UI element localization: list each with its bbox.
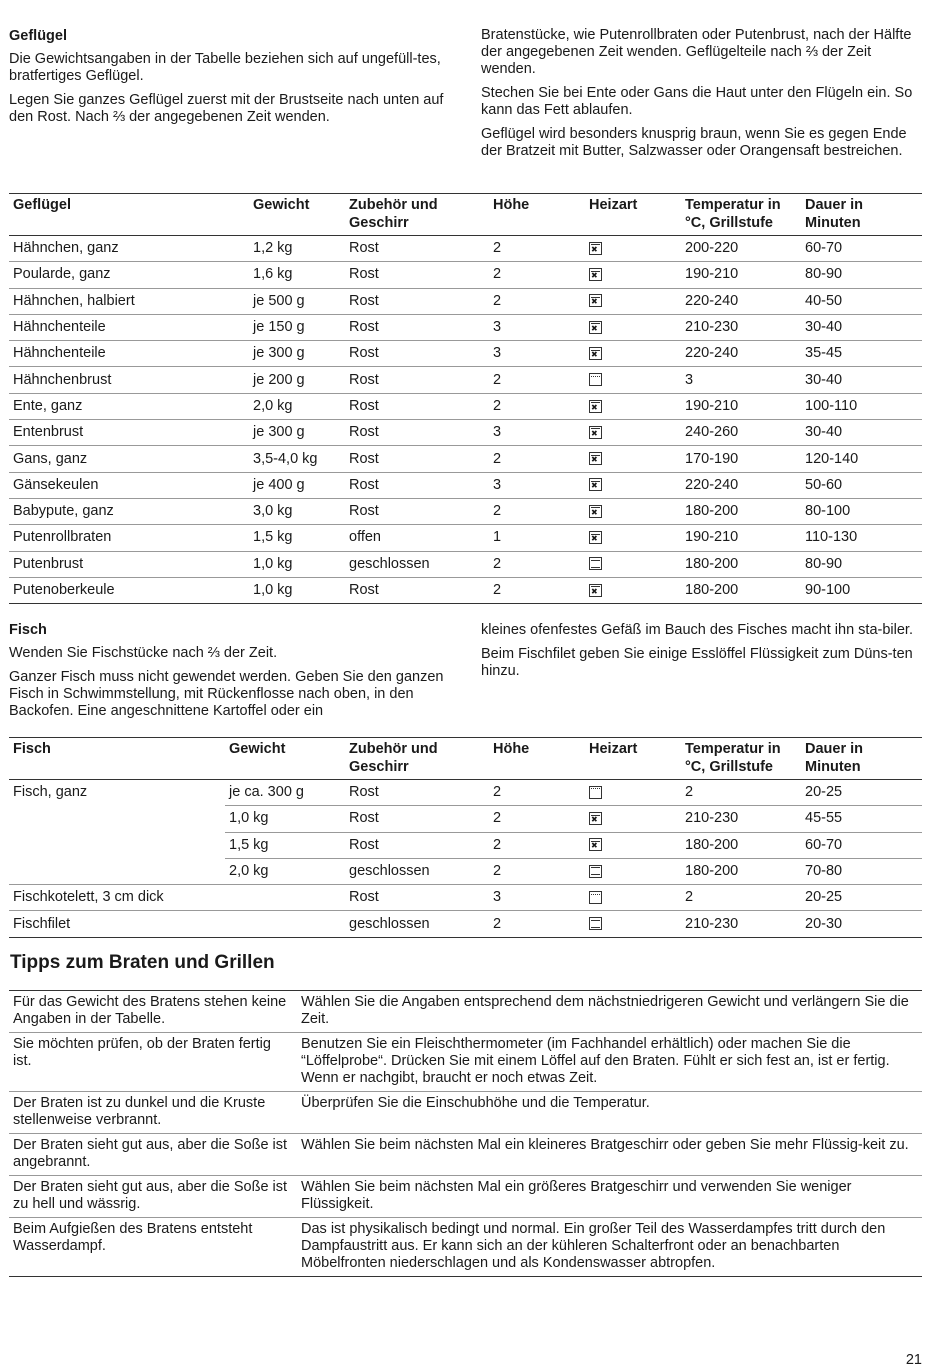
table-row xyxy=(9,314,922,340)
tips-table xyxy=(9,990,922,1277)
col-header-zubehor: Zubehör und Geschirr xyxy=(345,194,489,236)
geflugel-table xyxy=(9,193,922,604)
weight-cell: 1,6 kg xyxy=(249,262,345,288)
table-row xyxy=(9,420,922,446)
heating-mode-cell xyxy=(585,498,681,524)
heating-mode-cell xyxy=(585,806,681,832)
weight-cell: je 200 g xyxy=(249,367,345,393)
accessory-cell: Rost xyxy=(345,780,489,806)
table-row xyxy=(9,472,922,498)
accessory-cell: Rost xyxy=(345,314,489,340)
col-header-hohe: Höhe xyxy=(489,194,585,236)
duration-cell: 70-80 xyxy=(801,858,922,884)
col-header-dauer: Dauer in Minuten xyxy=(801,738,922,780)
heating-mode-cell xyxy=(585,780,681,806)
col-header-geflugel: Geflügel xyxy=(9,194,249,236)
level-cell: 2 xyxy=(489,551,585,577)
fisch-intro-right xyxy=(481,622,926,687)
duration-cell: 110-130 xyxy=(801,525,922,551)
table-row xyxy=(9,806,922,832)
weight-cell: 1,5 kg xyxy=(225,832,345,858)
heating-mode-cell xyxy=(585,288,681,314)
table-row xyxy=(9,236,922,262)
temperature-cell: 240-260 xyxy=(681,420,801,446)
heating-mode-cell xyxy=(585,367,681,393)
accessory-cell: Rost xyxy=(345,288,489,314)
tip-solution: Wählen Sie beim nächsten Mal ein größeres Bratgeschirr und verwenden Sie weniger Flüssigkeit. xyxy=(297,1176,922,1218)
tip-problem: Sie möchten prüfen, ob der Braten fertig ist. xyxy=(9,1033,297,1092)
level-cell: 2 xyxy=(489,858,585,884)
weight-cell: je 500 g xyxy=(249,288,345,314)
weight-cell: 1,0 kg xyxy=(249,577,345,603)
table-row xyxy=(9,577,922,603)
temperature-cell: 180-200 xyxy=(681,858,801,884)
fan-grill-icon xyxy=(589,426,602,439)
food-cell: Fisch, ganz xyxy=(13,784,88,801)
duration-cell: 30-40 xyxy=(801,420,922,446)
level-cell: 2 xyxy=(489,911,585,937)
geflugel-heading: Geflügel xyxy=(9,28,68,44)
food-cell: Gänsekeulen xyxy=(9,472,249,498)
temperature-cell: 190-210 xyxy=(681,262,801,288)
duration-cell: 45-55 xyxy=(801,806,922,832)
col-header-dauer: Dauer in Minuten xyxy=(801,194,922,236)
table-row xyxy=(9,525,922,551)
temperature-cell: 3 xyxy=(681,367,801,393)
page-number: 21 xyxy=(905,1352,922,1368)
duration-cell: 60-70 xyxy=(801,236,922,262)
col-header-gewicht: Gewicht xyxy=(225,738,345,780)
heating-mode-cell xyxy=(585,911,681,937)
weight-cell: je 150 g xyxy=(249,314,345,340)
level-cell: 1 xyxy=(489,525,585,551)
fan-grill-icon xyxy=(589,268,602,281)
grill-icon xyxy=(589,891,602,904)
duration-cell: 50-60 xyxy=(801,472,922,498)
duration-cell: 35-45 xyxy=(801,341,922,367)
col-header-heizart: Heizart xyxy=(585,738,681,780)
weight-cell: je 300 g xyxy=(249,341,345,367)
food-cell: Ente, ganz xyxy=(9,393,249,419)
accessory-cell: Rost xyxy=(345,885,489,911)
tip-solution: Benutzen Sie ein Fleischthermometer (im Fachhandel erhältlich) oder machen Sie die “Löffelprobe“. Drücken Sie mit einem Löffel auf den Braten. Fühlt er sich fest an, ist er fertig. Wenn er nachgibt, braucht er noch etwas Zeit. xyxy=(297,1033,922,1092)
accessory-cell: Rost xyxy=(345,806,489,832)
weight-cell: je 400 g xyxy=(249,472,345,498)
temperature-cell: 210-230 xyxy=(681,911,801,937)
level-cell: 2 xyxy=(489,780,585,806)
food-cell: Fischfilet xyxy=(9,911,225,937)
weight-cell: 2,0 kg xyxy=(225,858,345,884)
col-header-temperatur: Temperatur in °C, Grillstufe xyxy=(681,194,801,236)
fan-grill-icon xyxy=(589,294,602,307)
table-row xyxy=(9,262,922,288)
accessory-cell: geschlossen xyxy=(345,911,489,937)
fisch-text-3: kleines ofenfestes Gefäß im Bauch des Fisches macht ihn sta-biler. xyxy=(481,622,913,638)
duration-cell: 80-100 xyxy=(801,498,922,524)
table-row xyxy=(9,288,922,314)
fan-grill-icon xyxy=(589,321,602,334)
col-header-hohe: Höhe xyxy=(489,738,585,780)
weight-cell xyxy=(225,911,345,937)
grill-icon xyxy=(589,373,602,386)
heating-mode-cell xyxy=(585,472,681,498)
temperature-cell: 210-230 xyxy=(681,806,801,832)
accessory-cell: Rost xyxy=(345,262,489,288)
heating-mode-cell xyxy=(585,314,681,340)
weight-cell xyxy=(225,885,345,911)
accessory-cell: geschlossen xyxy=(345,551,489,577)
fan-grill-icon xyxy=(589,584,602,597)
duration-cell: 30-40 xyxy=(801,367,922,393)
fan-grill-icon xyxy=(589,838,602,851)
level-cell: 3 xyxy=(489,472,585,498)
fisch-text-2: Ganzer Fisch muss nicht gewendet werden. Geben Sie den ganzen Fisch in Schwimmstellung, mit Rückenflosse nach oben, in den Backofen. Eine angeschnittene Kartoffel oder ein xyxy=(9,669,444,719)
accessory-cell: Rost xyxy=(345,472,489,498)
temperature-cell: 220-240 xyxy=(681,288,801,314)
food-cell: Poularde, ganz xyxy=(9,262,249,288)
accessory-cell: Rost xyxy=(345,393,489,419)
accessory-cell: geschlossen xyxy=(345,858,489,884)
grill-icon xyxy=(589,786,602,799)
table-row xyxy=(9,858,922,884)
table-row xyxy=(9,780,922,806)
geflugel-text-5: Geflügel wird besonders knusprig braun, wenn Sie es gegen Ende der Bratzeit mit Butter, Salzwasser oder Orangensaft bestreichen. xyxy=(481,126,907,159)
fisch-heading: Fisch xyxy=(9,622,47,638)
geflugel-text-4: Stechen Sie bei Ente oder Gans die Haut unter den Flügeln ein. So kann das Fett ablaufen. xyxy=(481,85,913,118)
fisch-table xyxy=(9,737,922,938)
temperature-cell: 2 xyxy=(681,885,801,911)
fan-grill-icon xyxy=(589,347,602,360)
col-header-gewicht: Gewicht xyxy=(249,194,345,236)
fan-grill-icon xyxy=(589,812,602,825)
table-row xyxy=(9,911,922,937)
temperature-cell: 2 xyxy=(681,780,801,806)
weight-cell: 1,5 kg xyxy=(249,525,345,551)
food-cell: Hähnchen, ganz xyxy=(9,236,249,262)
tip-row xyxy=(9,1033,922,1092)
tip-solution: Überprüfen Sie die Einschubhöhe und die Temperatur. xyxy=(297,1092,922,1134)
tip-problem: Für das Gewicht des Bratens stehen keine Angaben in der Tabelle. xyxy=(9,991,297,1033)
tip-solution: Das ist physikalisch bedingt und normal. Ein großer Teil des Wasserdampfes tritt durch den Dampfaustritt aus. Er kann sich an der kühleren Schalterfront oder an benachbarten Möbelfronten niederschlagen und als Kondenswasser abtropfen. xyxy=(297,1218,922,1277)
accessory-cell: Rost xyxy=(345,832,489,858)
level-cell: 2 xyxy=(489,288,585,314)
col-header-zubehor: Zubehör und Geschirr xyxy=(345,738,489,780)
weight-cell: 1,0 kg xyxy=(225,806,345,832)
top-bottom-heat-icon xyxy=(589,865,602,878)
food-cell xyxy=(9,806,225,832)
food-cell: Hähnchenteile xyxy=(9,314,249,340)
fan-grill-icon xyxy=(589,531,602,544)
heating-mode-cell xyxy=(585,858,681,884)
temperature-cell: 190-210 xyxy=(681,393,801,419)
top-bottom-heat-icon xyxy=(589,917,602,930)
table-row xyxy=(9,498,922,524)
heating-mode-cell xyxy=(585,393,681,419)
temperature-cell: 170-190 xyxy=(681,446,801,472)
fan-grill-icon xyxy=(589,452,602,465)
table-row xyxy=(9,885,922,911)
weight-cell: 2,0 kg xyxy=(249,393,345,419)
weight-cell: je 300 g xyxy=(249,420,345,446)
tip-problem: Der Braten sieht gut aus, aber die Soße ist angebrannt. xyxy=(9,1134,297,1176)
accessory-cell: Rost xyxy=(345,577,489,603)
temperature-cell: 180-200 xyxy=(681,551,801,577)
level-cell: 2 xyxy=(489,498,585,524)
tip-row xyxy=(9,1092,922,1134)
table-row xyxy=(9,367,922,393)
duration-cell: 90-100 xyxy=(801,577,922,603)
tip-solution: Wählen Sie beim nächsten Mal ein kleineres Bratgeschirr oder geben Sie mehr Flüssig-keit zu. xyxy=(297,1134,922,1176)
heating-mode-cell xyxy=(585,525,681,551)
tip-solution: Wählen Sie die Angaben entsprechend dem nächstniedrigeren Gewicht und verlängern Sie die Zeit. xyxy=(297,991,922,1033)
geflugel-intro-right xyxy=(481,27,921,167)
col-header-fisch: Fisch xyxy=(9,738,225,780)
tip-problem: Beim Aufgießen des Bratens entsteht Wasserdampf. xyxy=(9,1218,297,1277)
heating-mode-cell xyxy=(585,446,681,472)
weight-cell: 1,2 kg xyxy=(249,236,345,262)
tip-row xyxy=(9,1134,922,1176)
geflugel-text-3: Bratenstücke, wie Putenrollbraten oder Putenbrust, nach der Hälfte der angegebenen Zeit wenden. Geflügelteile nach ⅔ der Zeit wenden. xyxy=(481,27,912,77)
fan-grill-icon xyxy=(589,242,602,255)
food-cell xyxy=(9,832,225,858)
table-header-row xyxy=(9,194,922,236)
food-cell: Putenbrust xyxy=(9,551,249,577)
geflugel-text-1: Die Gewichtsangaben in der Tabelle beziehen sich auf ungefüll-tes, bratfertiges Geflügel. xyxy=(9,51,441,84)
duration-cell: 60-70 xyxy=(801,832,922,858)
duration-cell: 80-90 xyxy=(801,262,922,288)
heating-mode-cell xyxy=(585,885,681,911)
accessory-cell: Rost xyxy=(345,341,489,367)
table-row xyxy=(9,446,922,472)
fisch-text-4: Beim Fischfilet geben Sie einige Esslöffel Flüssigkeit zum Düns-ten hinzu. xyxy=(481,646,913,679)
food-cell: Hähnchenteile xyxy=(9,341,249,367)
temperature-cell: 220-240 xyxy=(681,472,801,498)
table-header-row xyxy=(9,738,922,780)
table-row xyxy=(9,551,922,577)
heating-mode-cell xyxy=(585,341,681,367)
temperature-cell: 210-230 xyxy=(681,314,801,340)
food-cell: Babypute, ganz xyxy=(9,498,249,524)
level-cell: 2 xyxy=(489,832,585,858)
accessory-cell: Rost xyxy=(345,446,489,472)
food-cell xyxy=(9,858,225,884)
col-header-heizart: Heizart xyxy=(585,194,681,236)
weight-cell: 3,5-4,0 kg xyxy=(249,446,345,472)
heating-mode-cell xyxy=(585,420,681,446)
level-cell: 2 xyxy=(489,262,585,288)
weight-cell: je ca. 300 g xyxy=(225,780,345,806)
table-row xyxy=(9,832,922,858)
heating-mode-cell xyxy=(585,551,681,577)
accessory-cell: offen xyxy=(345,525,489,551)
duration-cell: 80-90 xyxy=(801,551,922,577)
top-bottom-heat-icon xyxy=(589,557,602,570)
level-cell: 2 xyxy=(489,446,585,472)
accessory-cell: Rost xyxy=(345,367,489,393)
temperature-cell: 180-200 xyxy=(681,832,801,858)
food-cell: Gans, ganz xyxy=(9,446,249,472)
level-cell: 3 xyxy=(489,885,585,911)
tips-heading: Tipps zum Braten und Grillen xyxy=(10,952,275,973)
fisch-intro-left xyxy=(9,622,454,727)
geflugel-intro-left xyxy=(9,28,454,133)
fan-grill-icon xyxy=(589,505,602,518)
tip-row xyxy=(9,1218,922,1277)
level-cell: 3 xyxy=(489,420,585,446)
fan-grill-icon xyxy=(589,478,602,491)
geflugel-text-2: Legen Sie ganzes Geflügel zuerst mit der Brustseite nach unten auf den Rost. Nach ⅔ der angegebenen Zeit wenden. xyxy=(9,92,444,125)
fan-grill-icon xyxy=(589,400,602,413)
duration-cell: 20-25 xyxy=(801,885,922,911)
tip-problem: Der Braten sieht gut aus, aber die Soße ist zu hell und wässrig. xyxy=(9,1176,297,1218)
accessory-cell: Rost xyxy=(345,420,489,446)
heating-mode-cell xyxy=(585,577,681,603)
food-cell: Fischkotelett, 3 cm dick xyxy=(9,885,225,911)
temperature-cell: 220-240 xyxy=(681,341,801,367)
food-cell: Entenbrust xyxy=(9,420,249,446)
food-cell: Hähnchenbrust xyxy=(9,367,249,393)
level-cell: 2 xyxy=(489,367,585,393)
table-row xyxy=(9,341,922,367)
temperature-cell: 190-210 xyxy=(681,525,801,551)
tip-row xyxy=(9,991,922,1033)
level-cell: 3 xyxy=(489,314,585,340)
duration-cell: 120-140 xyxy=(801,446,922,472)
duration-cell: 30-40 xyxy=(801,314,922,340)
accessory-cell: Rost xyxy=(345,236,489,262)
tip-row xyxy=(9,1176,922,1218)
level-cell: 3 xyxy=(489,341,585,367)
tip-problem: Der Braten ist zu dunkel und die Kruste stellenweise verbrannt. xyxy=(9,1092,297,1134)
level-cell: 2 xyxy=(489,236,585,262)
fisch-text-1: Wenden Sie Fischstücke nach ⅔ der Zeit. xyxy=(9,645,278,661)
duration-cell: 20-30 xyxy=(801,911,922,937)
duration-cell: 20-25 xyxy=(801,780,922,806)
food-cell: Hähnchen, halbiert xyxy=(9,288,249,314)
heating-mode-cell xyxy=(585,832,681,858)
accessory-cell: Rost xyxy=(345,498,489,524)
level-cell: 2 xyxy=(489,577,585,603)
duration-cell: 40-50 xyxy=(801,288,922,314)
heating-mode-cell xyxy=(585,236,681,262)
temperature-cell: 180-200 xyxy=(681,577,801,603)
temperature-cell: 200-220 xyxy=(681,236,801,262)
weight-cell: 1,0 kg xyxy=(249,551,345,577)
table-row xyxy=(9,393,922,419)
level-cell: 2 xyxy=(489,806,585,832)
duration-cell: 100-110 xyxy=(801,393,922,419)
food-cell: Putenrollbraten xyxy=(9,525,249,551)
col-header-temperatur: Temperatur in °C, Grillstufe xyxy=(681,738,801,780)
weight-cell: 3,0 kg xyxy=(249,498,345,524)
food-cell: Putenoberkeule xyxy=(9,577,249,603)
heating-mode-cell xyxy=(585,262,681,288)
temperature-cell: 180-200 xyxy=(681,498,801,524)
level-cell: 2 xyxy=(489,393,585,419)
